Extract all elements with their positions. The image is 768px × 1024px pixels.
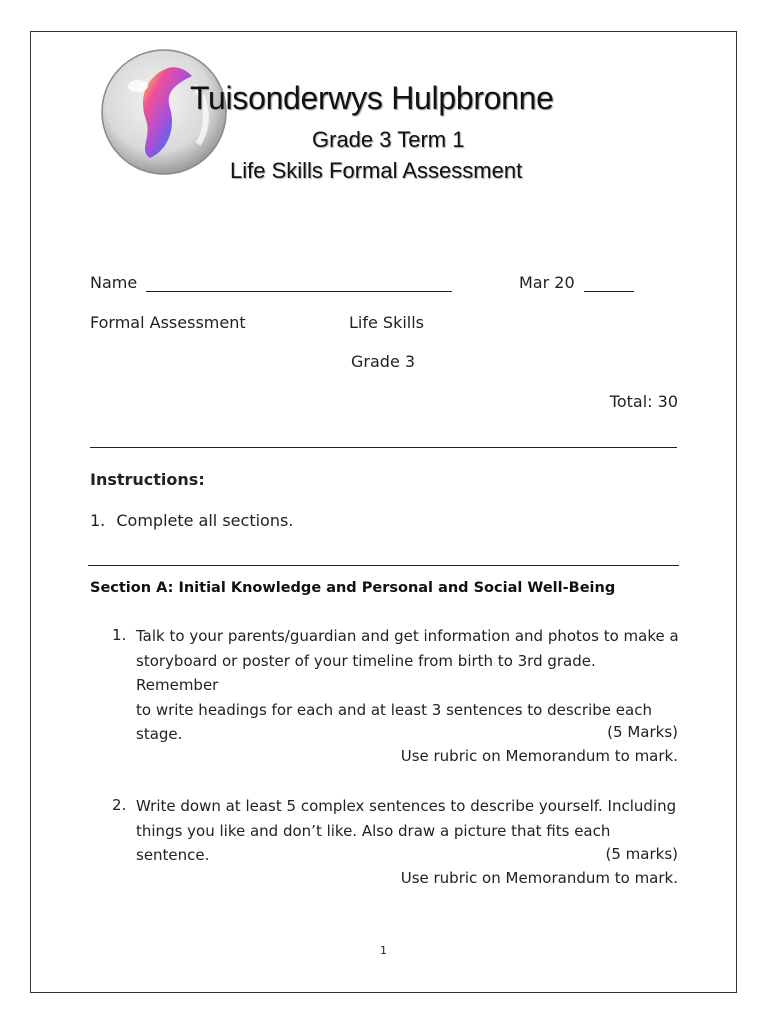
instruction-text: Complete all sections. [116,511,294,530]
instruction-number: 1. [90,511,106,530]
date-row [519,273,634,292]
question-2-number: 2. [112,796,127,814]
question-2-line: Write down at least 5 complex sentences to describe yourself. Including [136,797,677,815]
date-label: Mar 20 [519,273,575,292]
divider [88,565,679,566]
document-title: Tuisonderwys Hulpbronne [190,80,554,116]
subject-label: Life Skills [349,313,425,332]
instructions-heading: Instructions: [90,470,205,489]
question-1-text [136,624,681,747]
question-2-rubric: Use rubric on Memorandum to mark. [400,869,678,887]
name-field[interactable] [146,291,452,292]
question-1-line: to write headings for each and at least 3 sentences to describe each [136,700,652,719]
divider [90,447,677,448]
name-row [90,273,452,292]
page-number: 1 [380,944,387,957]
question-1-line: Talk to your parents/guardian and get information and photos to make a [136,627,679,645]
question-1-line: stage. [136,725,183,743]
section-a-heading: Section A: Initial Knowledge and Personal and Social Well-Being [90,580,616,596]
question-1-number: 1. [112,626,127,644]
instruction-item [90,511,293,530]
question-2-text [136,794,681,868]
question-2-line: things you like and don’t like. Also draw a picture that fits each sentence. [136,821,611,864]
question-2-marks: (5 marks) [605,845,678,863]
question-1-line: storyboard or poster of your timeline from birth to 3rd grade. Remember [136,651,596,694]
document-subtitle-grade: Grade 3 Term 1 [312,127,465,152]
date-field[interactable] [584,291,634,292]
total-marks: Total: 30 [609,392,678,411]
assessment-type: Formal Assessment [90,313,246,332]
grade-label: Grade 3 [351,352,416,371]
question-1-marks: (5 Marks) [607,723,678,741]
question-1-rubric: Use rubric on Memorandum to mark. [400,747,678,765]
document-subtitle-assessment: Life Skills Formal Assessment [230,158,523,183]
name-label: Name [90,273,138,292]
